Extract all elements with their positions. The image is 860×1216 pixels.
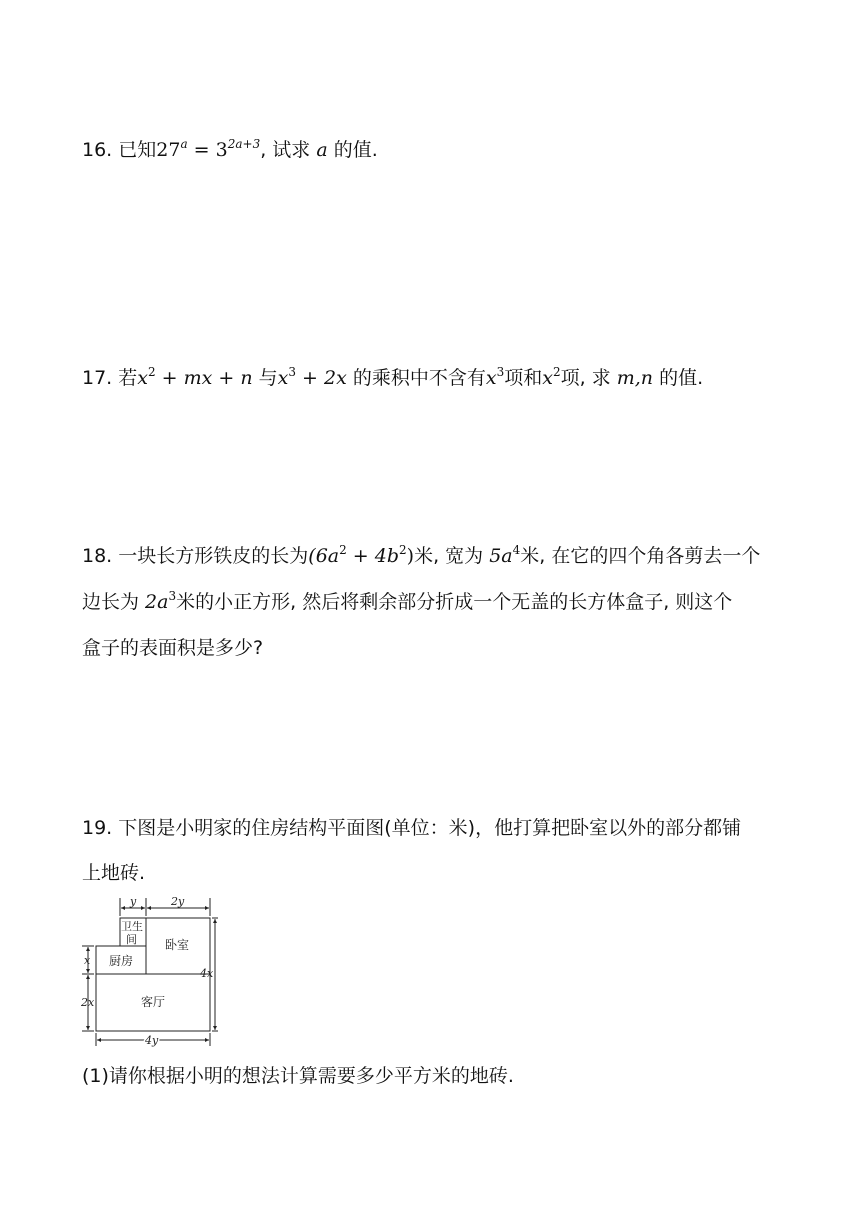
math-exponent: 3 — [496, 364, 505, 379]
question-number: 19. — [82, 817, 113, 839]
question-19-line-1 — [82, 816, 741, 840]
question-number: 16. — [82, 139, 113, 161]
kitchen-label: 厨房 — [109, 954, 134, 968]
question-text: 项和 — [504, 367, 543, 389]
math-expression: (6a — [308, 545, 340, 567]
question-text: 的值. — [327, 139, 378, 161]
math-exponent: 3 — [288, 364, 297, 379]
math-expression: + mx + n — [155, 367, 253, 389]
question-number: 18. — [82, 545, 113, 567]
math-exponent: 2 — [148, 364, 156, 379]
dim-label-2y: 2y — [171, 895, 185, 908]
question-text: 的值. — [653, 367, 704, 389]
math-base: 27 — [156, 139, 181, 161]
math-exponent: 2a+3 — [227, 136, 261, 151]
math-variable: x — [137, 367, 148, 389]
question-16 — [82, 138, 378, 162]
math-exponent: 2 — [552, 364, 561, 379]
question-text: 与 — [252, 367, 278, 389]
question-text: 上地砖. — [82, 862, 146, 884]
dim-label-y: y — [130, 895, 137, 908]
math-expression: ) — [406, 545, 415, 567]
math-variable: x — [542, 367, 553, 389]
math-exponent: a — [180, 136, 188, 151]
question-17 — [82, 366, 703, 390]
dim-label-x: x — [84, 954, 91, 967]
question-text: 边长为 — [82, 591, 146, 613]
math-equals: = — [187, 139, 216, 161]
math-variable: x — [485, 367, 497, 389]
living-room-label: 客厅 — [141, 995, 166, 1009]
question-text: 下图是小明家的住房结构平面图(单位：米)，他打算把卧室以外的部分都铺 — [118, 817, 742, 839]
math-expression: 5a — [489, 545, 513, 567]
math-variable: m,n — [616, 367, 654, 389]
math-exponent: 4 — [512, 542, 521, 557]
question-18-line-1 — [82, 544, 760, 568]
question-19-part-1 — [82, 1064, 514, 1088]
bedroom-label: 卧室 — [165, 938, 190, 952]
question-text: 一块长方形铁皮的长为 — [118, 545, 309, 567]
question-text: 盒子的表面积是多少? — [82, 637, 264, 659]
floor-plan-figure — [80, 894, 220, 1048]
question-text: 米, 宽为 — [414, 545, 490, 567]
question-text: 若 — [118, 367, 138, 389]
math-expression: 2a — [145, 591, 169, 613]
question-text: (1)请你根据小明的想法计算需要多少平方米的地砖. — [82, 1065, 514, 1087]
bathroom-label: 卫生 — [121, 920, 143, 933]
bathroom-label-2: 间 — [126, 933, 137, 946]
math-base: 3 — [215, 139, 228, 161]
dim-label-2x: 2x — [81, 996, 95, 1009]
question-number: 17. — [82, 367, 113, 389]
question-text: 项, 求 — [560, 367, 617, 389]
math-exponent: 2 — [339, 542, 347, 557]
question-text: 米, 在它的四个角各剪去一个 — [520, 545, 761, 567]
dim-label-4y: 4y — [145, 1034, 159, 1047]
question-text: 的乘积中不含有 — [346, 367, 486, 389]
question-18-line-3 — [82, 636, 263, 660]
question-text: 已知 — [118, 139, 157, 161]
question-18-line-2 — [82, 590, 732, 614]
math-expression: + 2x — [296, 367, 347, 389]
question-19-line-2 — [82, 861, 145, 885]
math-variable: x — [277, 367, 289, 389]
math-expression: + 4b — [346, 545, 400, 567]
math-variable: a — [316, 139, 328, 161]
math-exponent: 2 — [399, 542, 407, 557]
question-text: , 试求 — [260, 139, 317, 161]
dim-label-4x: 4x — [200, 967, 214, 980]
math-exponent: 3 — [168, 588, 177, 603]
question-text: 米的小正方形, 然后将剩余部分折成一个无盖的长方体盒子, 则这个 — [176, 591, 733, 613]
